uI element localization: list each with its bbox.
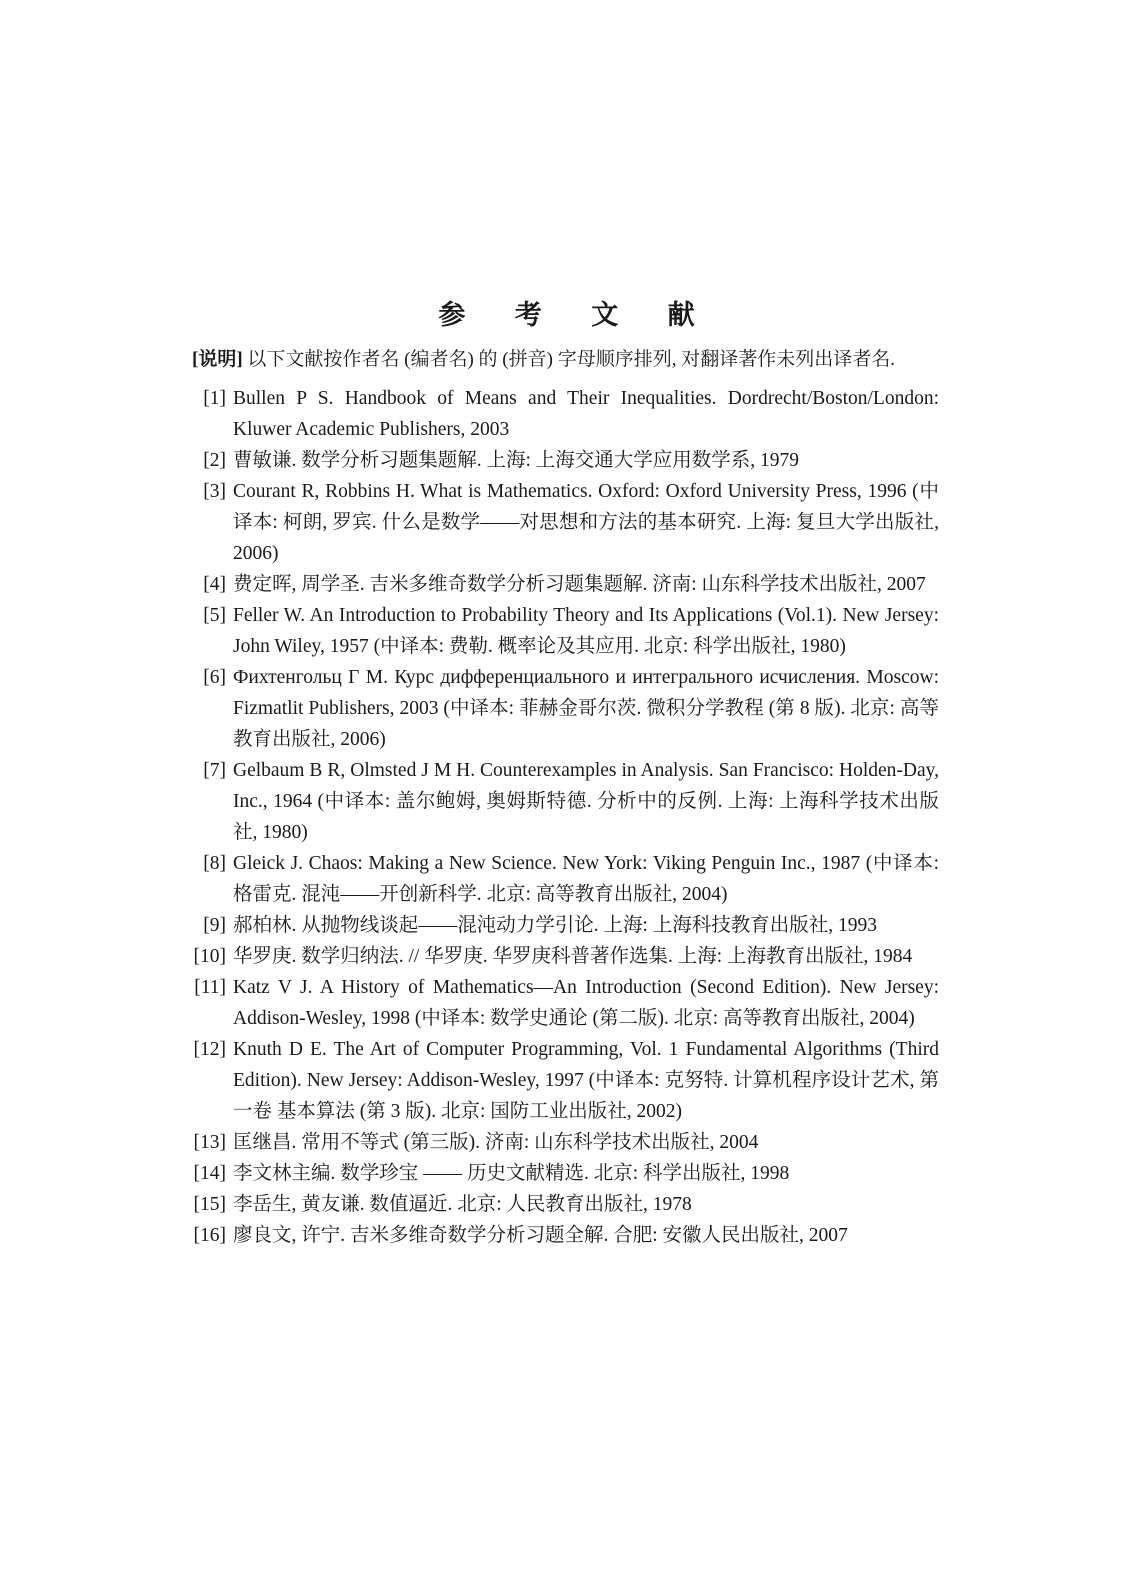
reference-text: Фихтенгольц Г М. Курс дифференциального и интегрального исчисления. Moscow: Fizmatlit Publishers, 2003 (中译本: 菲赫金哥尔茨. 微积分学教程 (第 8 版). 北京: 高等教育出版社, 2006): [233, 667, 939, 750]
reference-text: Courant R, Robbins H. What is Mathematics. Oxford: Oxford University Press, 1996 (中译本: 柯朗, 罗宾. 什么是数学——对思想和方法的基本研究. 上海: 复旦大学出版社, 2006): [233, 481, 939, 564]
reference-text: Gelbaum B R, Olmsted J M H. Counterexamples in Analysis. San Francisco: Holden-Day, Inc., 1964 (中译本: 盖尔鲍姆, 奥姆斯特德. 分析中的反例. 上海: 上海科学技术出版社, 1980): [233, 760, 939, 843]
reference-number: [7]: [203, 760, 226, 781]
reference-number: [8]: [203, 853, 226, 874]
reference-number: [16]: [193, 1225, 226, 1246]
reference-item: [0, 848, 939, 910]
reference-item: [0, 445, 939, 476]
reference-item: [0, 1220, 939, 1251]
reference-number: [10]: [193, 946, 226, 967]
reference-list: [0, 383, 1133, 1251]
reference-text: 李文林主编. 数学珍宝 —— 历史文献精选. 北京: 科学出版社, 1998: [233, 1163, 790, 1184]
reference-text: 费定晖, 周学圣. 吉米多维奇数学分析习题集题解. 济南: 山东科学技术出版社, 2007: [233, 574, 926, 595]
reference-item: [0, 972, 939, 1034]
reference-text: 郝柏林. 从抛物线谈起——混沌动力学引论. 上海: 上海科技教育出版社, 1993: [233, 915, 878, 936]
reference-number: [3]: [203, 481, 226, 502]
reference-number: [5]: [203, 605, 226, 626]
reference-number: [14]: [193, 1163, 226, 1184]
reference-text: Bullen P S. Handbook of Means and Their Inequalities. Dordrecht/Boston/London: Kluwer Academic Publishers, 2003: [233, 388, 939, 440]
reference-number: [6]: [203, 667, 226, 688]
reference-text: Feller W. An Introduction to Probability Theory and Its Applications (Vol.1). New Jersey: John Wiley, 1957 (中译本: 费勒. 概率论及其应用. 北京: 科学出版社, 1980): [233, 605, 939, 657]
reference-item: [0, 662, 939, 755]
reference-number: [9]: [203, 915, 226, 936]
reference-text: 华罗庚. 数学归纳法. // 华罗庚. 华罗庚科普著作选集. 上海: 上海教育出版社, 1984: [233, 946, 913, 967]
reference-text: 曹敏谦. 数学分析习题集题解. 上海: 上海交通大学应用数学系, 1979: [233, 450, 800, 471]
reference-item: [0, 1127, 939, 1158]
reference-number: [2]: [203, 450, 226, 471]
reference-number: [15]: [193, 1194, 226, 1215]
reference-item: [0, 1189, 939, 1220]
reference-item: [0, 910, 939, 941]
reference-item: [0, 1034, 939, 1127]
page-title: 参 考 文 献: [438, 300, 715, 331]
reference-item: [0, 1158, 939, 1189]
reference-text: Knuth D E. The Art of Computer Programming, Vol. 1 Fundamental Algorithms (Third Edition). New Jersey: Addison-Wesley, 1997 (中译本: 克努特. 计算机程序设计艺术, 第一卷 基本算法 (第 3 版). 北京: 国防工业出版社, 2002): [233, 1039, 939, 1122]
reference-text: Gleick J. Chaos: Making a New Science. New York: Viking Penguin Inc., 1987 (中译本: 格雷克. 混沌——开创新科学. 北京: 高等教育出版社, 2004): [233, 853, 939, 905]
reference-number: [4]: [203, 574, 226, 595]
reference-text: 李岳生, 黄友谦. 数值逼近. 北京: 人民教育出版社, 1978: [233, 1194, 692, 1215]
reference-item: [0, 383, 939, 445]
reference-text: 廖良文, 许宁. 吉米多维奇数学分析习题全解. 合肥: 安徽人民出版社, 2007: [233, 1225, 848, 1246]
reference-item: [0, 600, 939, 662]
explanatory-note: [192, 346, 952, 374]
reference-item: [0, 569, 939, 600]
reference-text: Katz V J. A History of Mathematics—An Introduction (Second Edition). New Jersey: Addison-Wesley, 1998 (中译本: 数学史通论 (第二版). 北京: 高等教育出版社, 2004): [233, 977, 939, 1029]
reference-number: [1]: [203, 388, 226, 409]
reference-number: [11]: [194, 977, 226, 998]
note-text: 以下文献按作者名 (编者名) 的 (拼音) 字母顺序排列, 对翻译著作未列出译者名.: [242, 349, 895, 370]
reference-item: [0, 941, 939, 972]
note-label: [说明]: [192, 349, 243, 370]
reference-text: 匡继昌. 常用不等式 (第三版). 济南: 山东科学技术出版社, 2004: [233, 1132, 759, 1153]
reference-number: [12]: [193, 1039, 226, 1060]
reference-item: [0, 476, 939, 569]
reference-item: [0, 755, 939, 848]
reference-number: [13]: [193, 1132, 226, 1153]
